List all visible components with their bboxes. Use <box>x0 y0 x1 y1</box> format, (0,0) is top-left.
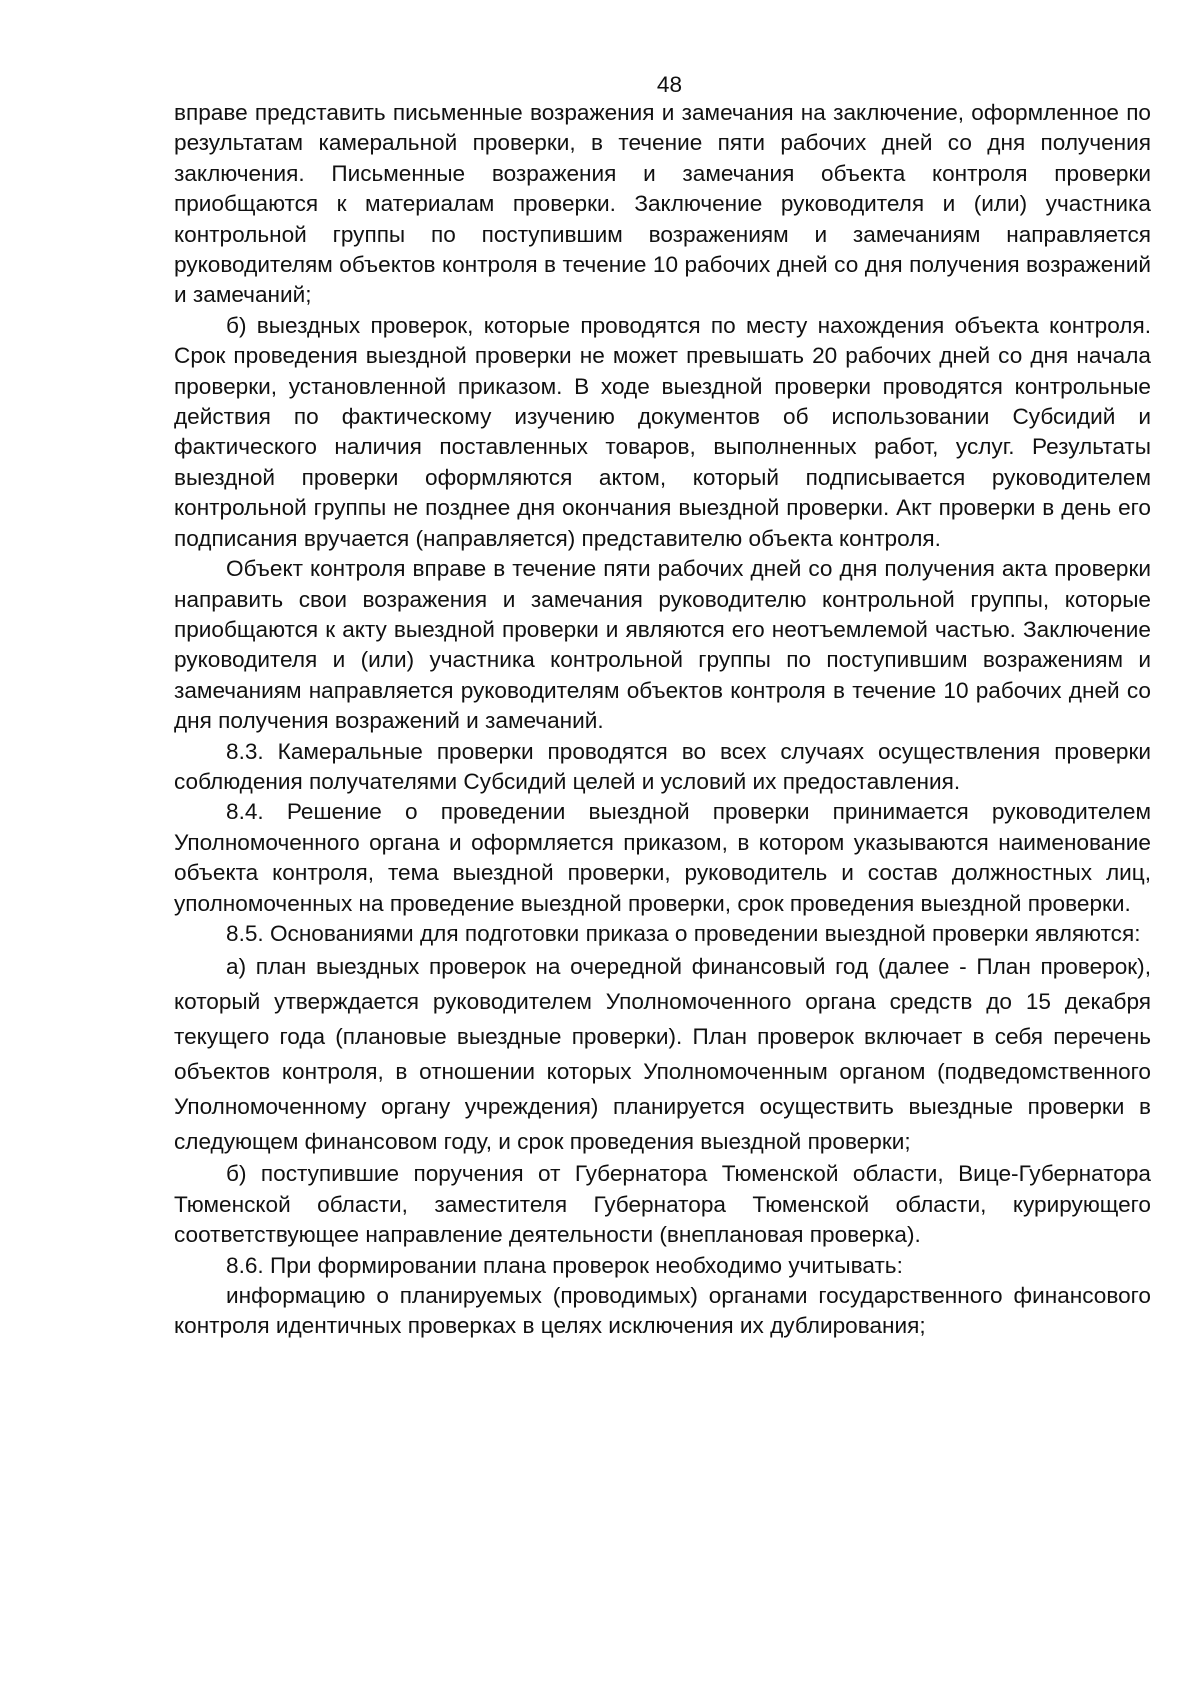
document-page <box>174 72 1151 1342</box>
paragraph-clause-8-4: 8.4. Решение о проведении выездной проверки принимается руководителем Уполномоченного органа и оформляется приказом, в котором указываются наименование объекта контроля, тема выездной проверки, руководитель и состав должностных лиц, уполномоченных на проведение выездной проверки, срок проведения выездной проверки. <box>174 799 1151 916</box>
paragraph-objections-cameral: вправе представить письменные возражения и замечания на заключение, оформленное по результатам камеральной проверки, в течение пяти рабочих дней со дня получения заключения. Письменные возражения и замечания объекта контроля проверки приобщаются к материалам проверки. Заключение руководителя и (или) участника контрольной группы по поступившим возражениям и замечаниям направляется руководителям объектов контроля в течение 10 рабочих дней со дня получения возражений и замечаний; <box>174 100 1151 308</box>
paragraph-field-inspections: б) выездных проверок, которые проводятся по месту нахождения объекта контроля. Срок проведения выездной проверки не может превышать 20 рабочих дней со дня начала проверки, установленной приказом. В ходе выездной проверки проводятся контрольные действия по фактическому изучению документов об использовании Субсидий и фактического наличия поставленных товаров, выполненных работ, услуг. Результаты выездной проверки оформляются актом, который подписывается руководителем контрольной группы не позднее дня окончания выездной проверки. Акт проверки в день его подписания вручается (направляется) представителю объекта контроля. <box>174 312 1151 551</box>
page-number: 48 <box>656 72 683 97</box>
paragraph-governor-orders: б) поступившие поручения от Губернатора Тюменской области, Вице-Губернатора Тюменской области, заместителя Губернатора Тюменской области, курирующего соответствующее направление деятельности (внеплановая проверка). <box>174 1161 1151 1248</box>
paragraph-clause-8-3: 8.3. Камеральные проверки проводятся во всех случаях осуществления проверки соблюдения получателями Субсидий целей и условий их предоставления. <box>174 738 1151 794</box>
paragraph-plan-of-inspections: а) план выездных проверок на очередной финансовый год (далее - План проверок), который утверждается руководителем Уполномоченного органа средств до 15 декабря текущего года (плановые выездные проверки). План проверок включает в себя перечень объектов контроля, в отношении которых Уполномоченным органом (подведомственного Уполномоченному органу учреждения) планируется осуществить выездные проверки в следующем финансовом году, и срок проведения выездной проверки; <box>174 954 1151 1155</box>
paragraph-objections-field: Объект контроля вправе в течение пяти рабочих дней со дня получения акта проверки направить свои возражения и замечания руководителю контрольной группы, которые приобщаются к акту выездной проверки и являются его неотъемлемой частью. Заключение руководителя и (или) участника контрольной группы по поступившим возражениям и замечаниям направляется руководителям объектов контроля в течение 10 рабочих дней со дня получения возражений и замечаний. <box>174 556 1151 734</box>
paragraph-clause-8-5: 8.5. Основаниями для подготовки приказа о проведении выездной проверки являются: <box>226 920 1141 946</box>
paragraph-identical-inspections: информацию о планируемых (проводимых) органами государственного финансового контроля идентичных проверках в целях исключения их дублирования; <box>174 1283 1151 1339</box>
paragraph-clause-8-6: 8.6. При формировании плана проверок необходимо учитывать: <box>226 1252 903 1278</box>
